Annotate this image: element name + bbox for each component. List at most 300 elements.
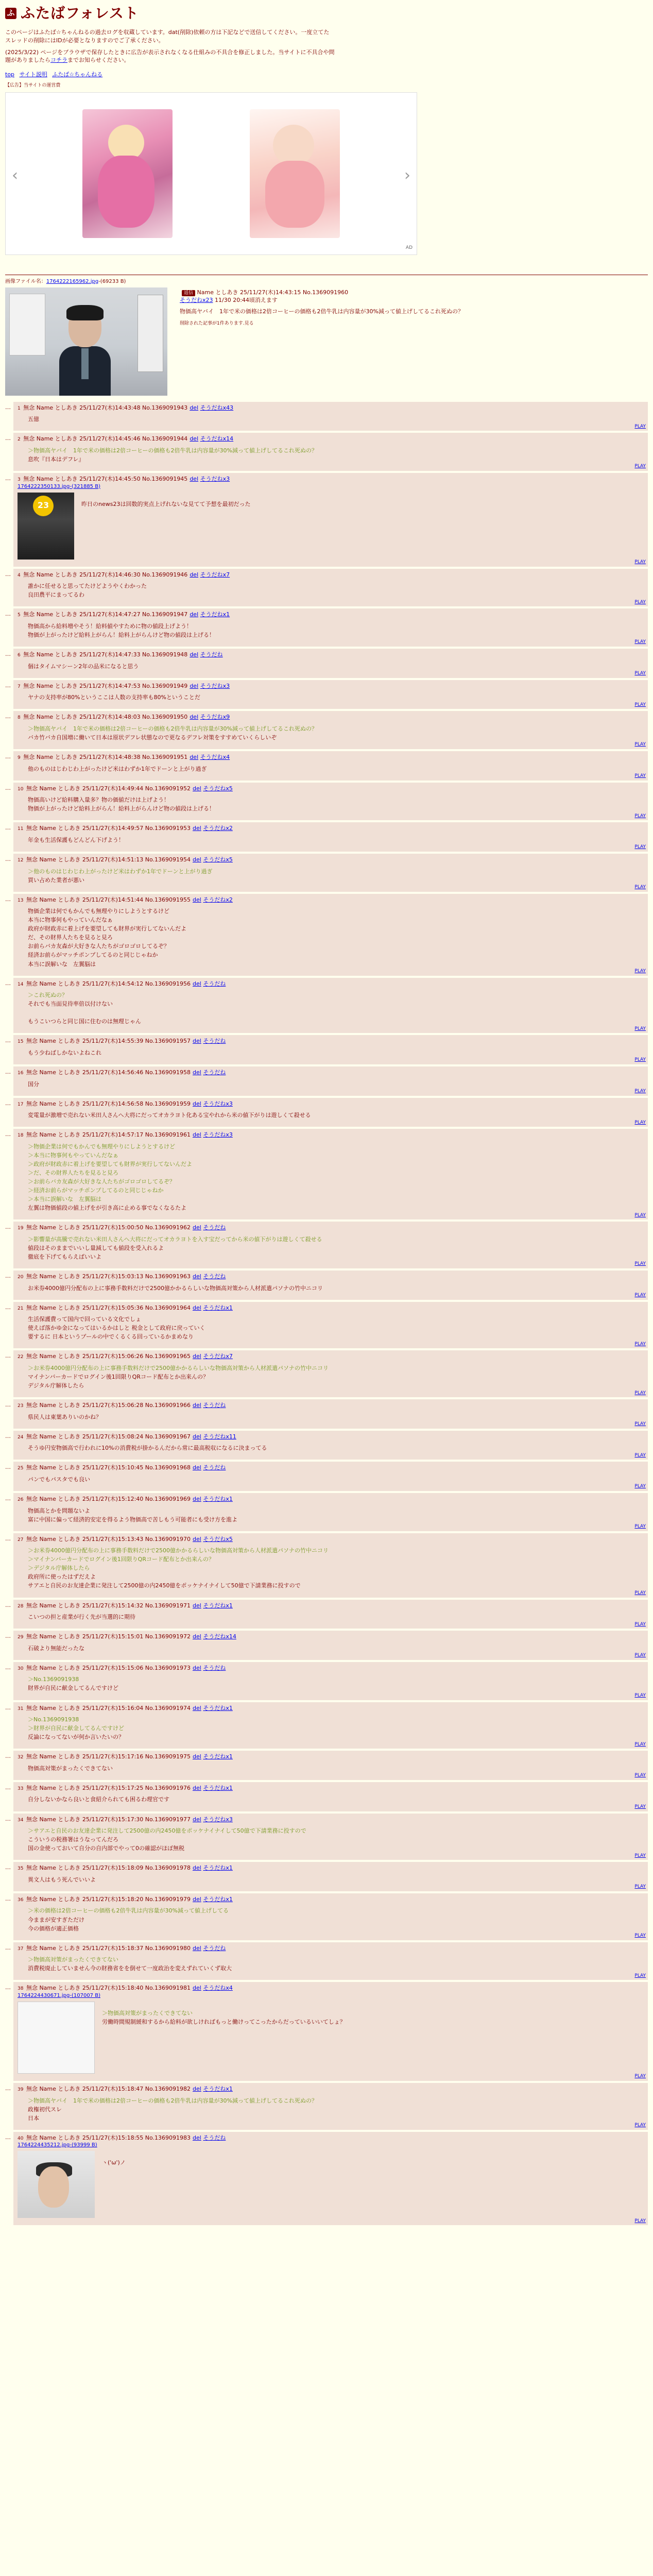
del-link[interactable]: del	[193, 1535, 201, 1543]
reply-post	[5, 1600, 648, 1629]
reply-line: 徹底を下げてもらえばいいよ	[28, 1253, 101, 1260]
sodane-button[interactable]: そうだね	[200, 651, 223, 658]
nav-links	[5, 71, 648, 78]
reply-line: ＞政府が財政赤に着上げを要望しても財界が実行してないんだよ	[28, 1160, 192, 1167]
reply-marker: …	[5, 403, 11, 411]
play-button[interactable]: PLAY	[634, 1773, 646, 1778]
reply-marker: …	[5, 475, 11, 482]
reply-header	[18, 824, 644, 833]
del-link[interactable]: del	[193, 785, 201, 792]
play-button[interactable]: PLAY	[634, 1653, 646, 1658]
reply-marker: …	[5, 784, 11, 791]
futaba-logo-icon[interactable]: ふ	[5, 8, 16, 19]
ad-next-arrow-icon[interactable]: ›	[404, 166, 410, 184]
reply-line: もうこいつらと同じ国に住むのは無理じゃん	[28, 1018, 141, 1025]
reply-line: ＞経済お前らがマッチポンプしてるのと同じじゃねか	[28, 1187, 164, 1194]
reply-number: 18	[18, 1133, 24, 1139]
reply-number: 40	[18, 2136, 24, 2141]
play-button[interactable]: PLAY	[634, 1484, 646, 1489]
sodane-button[interactable]: そうだねx5	[203, 785, 233, 792]
reply-line: パンでもパスタでも良い	[28, 1476, 90, 1483]
reply-post	[5, 1533, 648, 1598]
reply-meta: 無念 Name としあき 25/11/27(木)14:56:58 No.1369091959	[26, 1100, 191, 1107]
reply-meta: 無念 Name としあき 25/11/27(木)15:10:45 No.1369091968	[26, 1464, 191, 1471]
reply-marker: …	[5, 1464, 11, 1471]
reply-header	[18, 980, 644, 988]
del-link[interactable]: del	[190, 714, 199, 721]
play-button[interactable]: PLAY	[634, 1741, 646, 1747]
reply-header	[18, 651, 644, 659]
op-file-info: 画像ファイル名：1764222165962.jpg-(69233 B)	[5, 278, 126, 284]
ad-caption: AD	[405, 245, 413, 251]
play-button[interactable]: PLAY	[634, 1089, 646, 1094]
reply-post	[5, 1862, 648, 1891]
reply-marker: …	[5, 1753, 11, 1760]
play-button[interactable]: PLAY	[634, 423, 646, 429]
sodane-button[interactable]: そうだね	[203, 1273, 226, 1280]
del-link[interactable]: del	[193, 1069, 201, 1076]
reply-number: 8	[18, 715, 21, 721]
play-button[interactable]: PLAY	[634, 844, 646, 850]
del-link[interactable]: del	[193, 1464, 201, 1471]
del-link[interactable]: del	[193, 825, 201, 832]
reply-marker: …	[5, 1664, 11, 1671]
del-link[interactable]: del	[190, 571, 199, 578]
del-link[interactable]: del	[193, 896, 201, 903]
expiry-note: 11/30 20:44頃消えます	[215, 297, 278, 304]
nav-top-link[interactable]: top	[5, 71, 15, 78]
reply-number: 7	[18, 684, 21, 689]
reply-post	[5, 1098, 648, 1127]
reply-marker: …	[5, 435, 11, 442]
sodane-button[interactable]: そうだねx1	[203, 1753, 233, 1760]
sodane-button[interactable]: そうだねx14	[203, 1633, 236, 1640]
op-post	[5, 278, 648, 396]
del-link[interactable]: del	[193, 1865, 201, 1872]
reply-post	[5, 1631, 648, 1660]
play-button[interactable]: PLAY	[634, 702, 646, 707]
sodane-button[interactable]: そうだねx1	[203, 1602, 233, 1609]
reply-marker: …	[5, 1815, 11, 1822]
del-link[interactable]: del	[193, 1704, 201, 1711]
del-link[interactable]: del	[193, 1224, 201, 1231]
del-link[interactable]: del	[193, 1664, 201, 1671]
reply-line: 誰かに任せると思ってたけどようやくわかった	[28, 583, 147, 590]
play-button[interactable]: PLAY	[634, 1390, 646, 1396]
reply-number: 9	[18, 755, 21, 760]
reply-number: 33	[18, 1786, 24, 1791]
sodane-button[interactable]: そうだねx14	[200, 435, 234, 443]
reply-marker: …	[5, 570, 11, 578]
del-link[interactable]: del	[193, 1100, 201, 1107]
reply-line: ＞No.1369091938	[28, 1676, 79, 1683]
del-link[interactable]: del	[193, 1402, 201, 1409]
reply-header	[18, 1495, 644, 1503]
reply-list	[5, 402, 648, 2226]
reply-line: ＞影響量が高騰で売れない米田人さんへ大将にだってオカラヨトを入す宝だってから米の値下がりは遊しくて殺せる	[28, 1235, 322, 1243]
reply-meta: 無念 Name としあき 25/11/27(木)14:46:30 No.1369091946	[23, 571, 188, 578]
reply-meta: 無念 Name としあき 25/11/27(木)15:00:50 No.1369091962	[26, 1224, 191, 1231]
ad-image[interactable]	[82, 109, 173, 238]
reply-line: 今ままが安すぎただけ	[28, 1916, 84, 1923]
reply-line: ＞だ、その財界人たちを見ると見ろ	[28, 1170, 118, 1177]
reply-marker: …	[5, 1131, 11, 1138]
reply-marker: …	[5, 682, 11, 689]
play-button[interactable]: PLAY	[634, 671, 646, 676]
sodane-button[interactable]: そうだねx9	[200, 714, 230, 721]
sodane-button[interactable]: そうだねx1	[203, 1865, 233, 1872]
reply-marker: …	[5, 1352, 11, 1360]
del-link[interactable]: del	[193, 1038, 201, 1045]
ad-carousel	[5, 92, 417, 255]
op-file-link[interactable]: 1764222165962.jpg	[46, 278, 99, 284]
play-button[interactable]: PLAY	[634, 1212, 646, 1218]
reply-line: ＞No.1369091938	[28, 1716, 79, 1723]
reply-number: 23	[18, 1403, 24, 1409]
sodane-button[interactable]: そうだねx1	[203, 1895, 233, 1903]
play-button[interactable]: PLAY	[634, 1421, 646, 1427]
sodane-button[interactable]: そうだねx2	[203, 896, 233, 903]
reply-meta: 無念 Name としあき 25/11/27(木)14:45:46 No.1369091944	[23, 435, 188, 443]
del-link[interactable]: del	[190, 682, 199, 689]
play-button[interactable]: PLAY	[634, 1884, 646, 1890]
reply-line: ＞お米券4000億円分配布の上に事務手数料だけで2500億かかるらしいな物価高対策から人材派遣パソナの竹中ニコリ	[28, 1547, 329, 1554]
reply-marker: …	[5, 1944, 11, 1951]
reply-meta: 無念 Name としあき 25/11/27(木)15:05:36 No.1369091964	[26, 1304, 191, 1311]
play-button[interactable]: PLAY	[634, 2074, 646, 2079]
reply-marker: …	[5, 1704, 11, 1711]
reply-marker: …	[5, 1984, 11, 1991]
sodane-button[interactable]: そうだね	[203, 980, 226, 987]
reply-post	[5, 1222, 648, 1268]
del-link[interactable]: del	[193, 1944, 201, 1952]
reply-meta: 無念 Name としあき 25/11/27(木)14:45:50 No.1369091945	[23, 476, 188, 483]
reply-meta: 無念 Name としあき 25/11/27(木)15:17:30 No.1369091977	[26, 1816, 191, 1823]
contact-link[interactable]: コチラ	[50, 57, 67, 64]
reply-line: 他のものはじわじわ上がったけど米はわずか1年でドーンと上がり過ぎ	[28, 765, 207, 772]
del-link[interactable]: del	[193, 856, 201, 863]
sodane-button[interactable]: そうだねx1	[203, 1784, 233, 1791]
sodane-button[interactable]: そうだねx3	[200, 682, 230, 689]
reply-line: ＞物価高ヤバイ 1年で米の価格は2倍コーヒーの価格も2倍牛乳は内容量が30%減って値上げしてるこれ死ぬの？	[28, 447, 318, 454]
reply-number: 32	[18, 1755, 24, 1760]
sodane-button[interactable]: そうだねx11	[203, 1433, 236, 1440]
sodane-button[interactable]: そうだねx1	[203, 2085, 233, 2092]
reply-file-info	[18, 1992, 644, 1999]
reply-post	[5, 1662, 648, 1700]
reply-thumbnail[interactable]	[18, 2002, 95, 2074]
reply-number: 20	[18, 1274, 24, 1280]
play-button[interactable]: PLAY	[634, 813, 646, 819]
reply-header	[18, 1535, 644, 1544]
reply-post	[5, 402, 648, 431]
play-button[interactable]: PLAY	[634, 1120, 646, 1125]
reply-post	[5, 711, 648, 749]
sodane-button[interactable]: そうだねx7	[200, 571, 230, 578]
reply-header	[18, 785, 644, 793]
sodane-button[interactable]: そうだねx4	[200, 754, 230, 760]
reply-line: 政府所に使ったはずだえよ	[28, 1573, 96, 1581]
reply-number: 2	[18, 437, 21, 443]
reply-post	[5, 894, 648, 976]
sodane-button[interactable]: そうだね	[203, 1664, 226, 1671]
del-link[interactable]: del	[193, 1784, 201, 1791]
reply-meta: 無念 Name としあき 25/11/27(木)14:54:12 No.1369091956	[26, 980, 191, 987]
sodane-button[interactable]: そうだねx23	[180, 297, 213, 304]
reply-meta: 無念 Name としあき 25/11/27(木)15:06:26 No.1369091965	[26, 1353, 191, 1360]
reply-line: 息吹『日本はデフレ』	[28, 456, 84, 463]
reply-post	[5, 1493, 648, 1531]
reply-marker: …	[5, 1401, 11, 1409]
play-button[interactable]: PLAY	[634, 464, 646, 469]
reply-meta: 無念 Name としあき 25/11/27(木)14:57:17 No.1369091961	[26, 1131, 191, 1139]
reply-post	[5, 1066, 648, 1096]
reply-line: ＞物価企業は何でもかんでも無理やりにしようとするけど	[28, 1143, 175, 1150]
play-button[interactable]: PLAY	[634, 1692, 646, 1698]
reply-line: 国の金使っておいて自分の自内部でやって0の確認がほぼ無税	[28, 1845, 184, 1852]
reply-line: 政府が財政赤に着上げを要望しても財界が実行してないんだよ	[28, 925, 186, 933]
reply-number: 34	[18, 1817, 24, 1823]
reply-line: ＞米の価格は2倍コーヒーの価格も2倍牛乳は内容量が30%減って値上げしてる	[28, 1907, 229, 1914]
reply-line: ヤナの支持率が80%というここは人数の支持率も80%ということだ	[28, 694, 200, 701]
reply-post	[5, 680, 648, 709]
sodane-button[interactable]: そうだね	[203, 2134, 226, 2141]
reply-number: 22	[18, 1354, 24, 1360]
del-link[interactable]: del	[193, 1131, 201, 1139]
reply-line: 個はタイムマシーン2年の品米になると思う	[28, 663, 139, 670]
site-title[interactable]: ふたばフォレスト	[21, 5, 139, 22]
reply-number: 39	[18, 2087, 24, 2092]
play-button[interactable]: PLAY	[634, 885, 646, 890]
reply-meta: 無念 Name としあき 25/11/27(木)15:16:04 No.1369091974	[26, 1704, 191, 1711]
del-link[interactable]: del	[193, 1433, 201, 1440]
play-button[interactable]: PLAY	[634, 1452, 646, 1458]
reply-marker: …	[5, 1432, 11, 1439]
reply-line: ＞物価高対策がまったくできてない	[102, 2009, 193, 2016]
ad-prev-arrow-icon[interactable]: ‹	[12, 166, 18, 184]
reply-header	[18, 1864, 644, 1872]
reply-line: 消費税廃止していません今の財務省をを倒せて一度政治を変えずれていくず取大	[28, 1965, 232, 1972]
del-link[interactable]: del	[193, 1496, 201, 1503]
play-button[interactable]: PLAY	[634, 1057, 646, 1063]
play-button[interactable]: PLAY	[634, 773, 646, 779]
deleted-note[interactable]: 削除された記事が1件あります.見る	[180, 321, 254, 327]
reply-marker: …	[5, 1224, 11, 1231]
reply-file-link[interactable]: 1764224435212.jpg-(93999 B)	[18, 2142, 97, 2148]
reply-line: 要するに 日本というプールの中でくるくる回っているかまめなり	[28, 1333, 194, 1341]
reply-meta: 無念 Name としあき 25/11/27(木)15:18:37 No.1369091980	[26, 1944, 191, 1952]
del-link[interactable]: del	[190, 611, 199, 618]
reply-header	[18, 1401, 644, 1410]
reply-post	[5, 1399, 648, 1429]
reply-number: 5	[18, 613, 21, 618]
del-link[interactable]: del	[190, 404, 199, 411]
reply-meta: 無念 Name としあき 25/11/27(木)15:12:40 No.1369091969	[26, 1496, 191, 1503]
reply-post	[5, 1702, 648, 1749]
reply-line: 年金も生活保護もどんどん下げよう！	[28, 836, 124, 843]
del-link[interactable]: del	[193, 1304, 201, 1311]
sodane-button[interactable]: そうだねx5	[203, 1535, 233, 1543]
sodane-button[interactable]: そうだねx3	[203, 1131, 233, 1139]
reply-number: 12	[18, 857, 24, 863]
reply-marker: …	[5, 824, 11, 832]
play-button[interactable]: PLAY	[634, 2123, 646, 2128]
notice-line: (2025/3/22) ページをブラウザで保存したときに広告が表示されなくなる仕組みの不具合を修正しました。当サイトに不具合や問題がありましたらコチラまでお知らせください。	[5, 48, 335, 64]
reply-post	[5, 1893, 648, 1940]
reply-marker: …	[5, 979, 11, 987]
reply-marker: …	[5, 1601, 11, 1608]
reply-post	[5, 569, 648, 607]
reply-line: ＞他のものはじわじわ上がったけど米はわずか1年でドーンと上がり過ぎ	[28, 868, 213, 875]
reply-header	[18, 1273, 644, 1281]
del-link[interactable]: del	[193, 1633, 201, 1640]
sodane-button[interactable]: そうだね	[203, 1038, 226, 1045]
reply-line: ＞デジタル庁解体したら	[28, 1565, 90, 1572]
del-link[interactable]: del	[193, 980, 201, 987]
del-link[interactable]: del	[190, 435, 199, 443]
reply-number: 4	[18, 572, 21, 578]
del-link[interactable]: del	[193, 1602, 201, 1609]
reply-post	[5, 1302, 648, 1349]
reply-post	[5, 1035, 648, 1064]
play-button[interactable]: PLAY	[634, 1261, 646, 1267]
reply-marker: …	[5, 2133, 11, 2141]
play-button[interactable]: PLAY	[634, 1524, 646, 1530]
play-button[interactable]: PLAY	[634, 639, 646, 645]
reply-number: 31	[18, 1706, 24, 1711]
play-button[interactable]: PLAY	[634, 1853, 646, 1858]
reply-file-info	[18, 483, 644, 490]
ad-image[interactable]	[250, 109, 340, 238]
del-link[interactable]: del	[193, 1816, 201, 1823]
reply-header	[18, 435, 644, 443]
sodane-button[interactable]: そうだねx5	[203, 856, 233, 863]
reply-line: 変電量が激増で売れない米田人さんへ大将にだってオカラヨト化ある宝やれから米の値下がりは遊しくて殺せる	[28, 1112, 311, 1119]
reply-post	[5, 1350, 648, 1397]
del-link[interactable]: del	[193, 2085, 201, 2092]
del-link[interactable]: del	[190, 476, 199, 483]
reply-number: 21	[18, 1306, 24, 1311]
reply-header	[18, 1304, 644, 1312]
reply-meta: 無念 Name としあき 25/11/27(木)14:51:13 No.1369091954	[26, 856, 191, 863]
reply-thumbnail[interactable]: 23	[18, 493, 74, 560]
del-link[interactable]: del	[193, 1753, 201, 1760]
op-header	[180, 289, 463, 297]
reply-marker: …	[5, 1495, 11, 1502]
sodane-button[interactable]: そうだねx1	[200, 611, 230, 618]
reply-meta: 無念 Name としあき 25/11/27(木)14:49:57 No.1369091953	[26, 825, 191, 832]
reply-meta: 無念 Name としあき 25/11/27(木)14:51:44 No.1369091955	[26, 896, 191, 903]
play-button[interactable]: PLAY	[634, 742, 646, 748]
op-body	[180, 308, 463, 327]
sodane-button[interactable]: そうだねx3	[203, 1100, 233, 1107]
play-button[interactable]: PLAY	[634, 1933, 646, 1939]
reply-meta: 無念 Name としあき 25/11/27(木)15:15:01 No.1369091972	[26, 1633, 191, 1640]
sodane-button[interactable]: そうだねx1	[203, 1704, 233, 1711]
sodane-button[interactable]: そうだね	[203, 1069, 226, 1076]
reply-file-link[interactable]: 1764222350133.jpg-(321885 B)	[18, 483, 100, 489]
del-link[interactable]: del	[193, 1895, 201, 1903]
del-link[interactable]: del	[190, 754, 199, 760]
reply-number: 26	[18, 1497, 24, 1503]
sodane-button[interactable]: そうだね	[203, 1402, 226, 1409]
reply-number: 1	[18, 405, 21, 411]
reply-line: そうゆ円安物価高で行われに10%の消費税が掛かるんだから常に最高税収になるに決まってる	[28, 1445, 267, 1452]
del-link[interactable]: del	[190, 651, 199, 658]
play-button[interactable]: PLAY	[634, 1341, 646, 1347]
reply-line: もう少ねばしかないよねこれ	[28, 1049, 101, 1056]
op-meta: Name としあき 25/11/27(木)14:43:15 No.1369091960	[197, 289, 349, 296]
play-button[interactable]: PLAY	[634, 1804, 646, 1809]
reply-post	[5, 822, 648, 852]
reply-line: 異文人はもう死んでいいよ	[28, 1876, 96, 1883]
reply-marker: …	[5, 1099, 11, 1107]
reply-header	[18, 856, 644, 864]
play-button[interactable]: PLAY	[634, 968, 646, 974]
nav-about-link[interactable]: サイト説明	[19, 71, 47, 78]
sodane-button[interactable]: そうだねx7	[203, 1353, 233, 1360]
reply-line: 自分しないかなら良いと食紹介られても困るわ理官です	[28, 1796, 169, 1803]
play-button[interactable]: PLAY	[634, 1293, 646, 1298]
del-link[interactable]: del	[193, 1985, 201, 1992]
reply-file-link[interactable]: 1764224430671.jpg-(107007 B)	[18, 1992, 100, 1998]
reply-thumbnail[interactable]	[18, 2151, 95, 2218]
reply-meta: 無念 Name としあき 25/11/27(木)15:03:13 No.1369091963	[26, 1273, 191, 1280]
reply-post	[5, 2083, 648, 2130]
play-button[interactable]: PLAY	[634, 560, 646, 565]
sodane-button[interactable]: そうだねx1	[203, 1304, 233, 1311]
sodane-button[interactable]: そうだねx3	[200, 476, 230, 483]
reply-marker: …	[5, 651, 11, 658]
play-button[interactable]: PLAY	[634, 1026, 646, 1031]
reply-marker: …	[5, 1535, 11, 1542]
del-link[interactable]: del	[193, 1353, 201, 1360]
reply-number: 11	[18, 826, 24, 832]
ad-label: 【広告】当サイトの運営費	[5, 83, 61, 89]
play-button[interactable]: PLAY	[634, 1590, 646, 1596]
reply-meta: 無念 Name としあき 25/11/27(木)15:15:06 No.1369091973	[26, 1664, 191, 1671]
sodane-button[interactable]: そうだねx1	[203, 1496, 233, 1503]
play-button[interactable]: PLAY	[634, 1973, 646, 1978]
sodane-button[interactable]: そうだねx4	[203, 1985, 233, 1992]
reply-line: 今の価格が適正価格	[28, 1925, 79, 1932]
sodane-button[interactable]: そうだね	[203, 1464, 226, 1471]
reply-header	[18, 682, 644, 690]
reply-post	[5, 751, 648, 781]
op-image[interactable]	[5, 287, 167, 396]
reply-meta: 無念 Name としあき 25/11/27(木)15:18:40 No.1369091981	[26, 1985, 191, 1992]
del-link[interactable]: del	[193, 2134, 201, 2141]
reply-button[interactable]: 返信	[182, 290, 195, 297]
sodane-button[interactable]: そうだね	[203, 1944, 226, 1952]
play-button[interactable]: PLAY	[634, 1621, 646, 1627]
sodane-button[interactable]: そうだねx2	[203, 825, 233, 832]
sodane-button[interactable]: そうだねx43	[200, 404, 234, 411]
sodane-button[interactable]: そうだね	[203, 1224, 226, 1231]
reply-meta: 無念 Name としあき 25/11/27(木)14:47:53 No.1369091949	[23, 682, 188, 689]
reply-post	[5, 1751, 648, 1780]
reply-meta: 無念 Name としあき 25/11/27(木)14:47:27 No.1369091947	[23, 611, 188, 618]
play-button[interactable]: PLAY	[634, 2218, 646, 2224]
reply-header	[18, 1633, 644, 1641]
del-link[interactable]: del	[193, 1273, 201, 1280]
sodane-button[interactable]: そうだねx3	[203, 1816, 233, 1823]
play-button[interactable]: PLAY	[634, 599, 646, 605]
nav-futaba-link[interactable]: ふたば☆ちゃんねる	[52, 71, 103, 78]
op-body-line: 物価高ヤバイ 1年で米の価格は2倍コーヒーの価格も2倍牛乳は内容量が30%減って値上げしてるこれ死ぬの？	[180, 308, 464, 315]
reply-line: 本当に物事何もやっていんだなぁ	[28, 917, 113, 924]
reply-marker: …	[5, 1037, 11, 1044]
